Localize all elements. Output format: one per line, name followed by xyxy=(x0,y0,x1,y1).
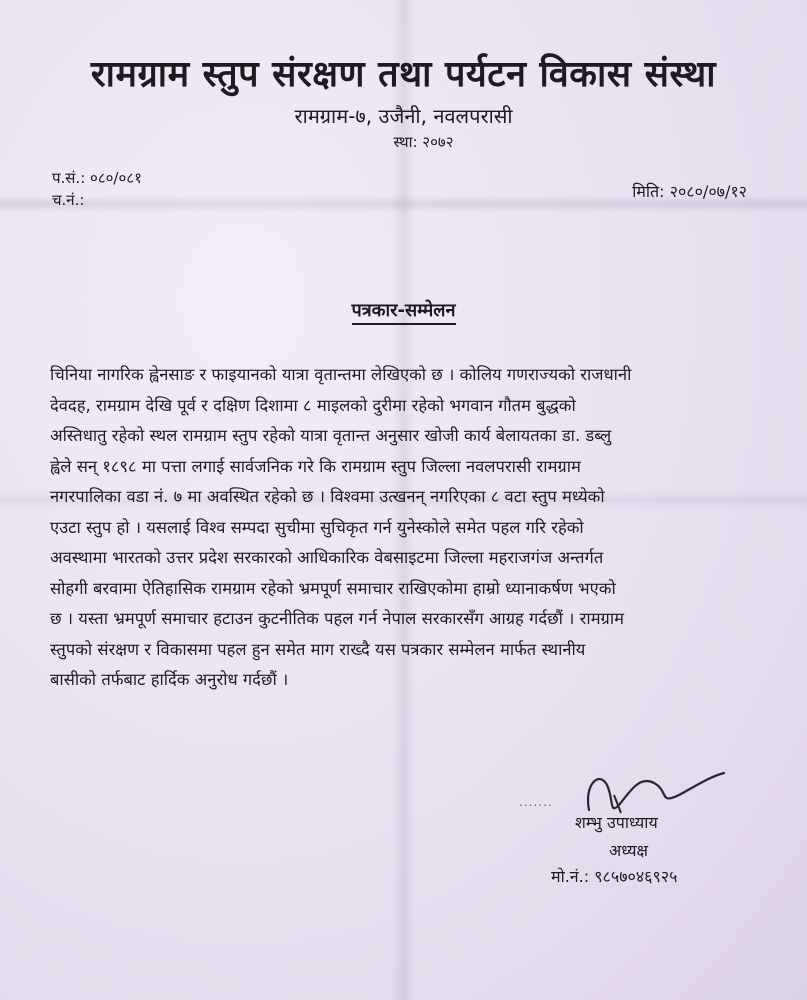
body-line: नगरपालिका वडा नं. ७ मा अवस्थित रहेको छ । विश्वमा उत्खनन् नगरिएका ८ वटा स्तुप मध्येको xyxy=(50,487,605,506)
body-line: बासीको तर्फबाट हार्दिक अनुरोध गर्दछौं । xyxy=(50,670,289,689)
signatory-title: अध्यक्ष xyxy=(609,841,648,860)
body-line: अवस्थामा भारतको उत्तर प्रदेश सरकारको आधिकारिक वेबसाइटमा जिल्ला महराजगंज अन्तर्गत xyxy=(50,548,604,567)
signature-block xyxy=(519,765,759,905)
established-year: स्था: २०७२ xyxy=(393,133,454,151)
signatory-name: शम्भु उपाध्याय xyxy=(575,813,658,832)
letter-subject xyxy=(0,298,807,322)
organization-address: रामग्राम-७, उजैनी, नवलपरासी xyxy=(294,104,513,128)
subject-text: पत्रकार-सम्मेलन xyxy=(352,300,456,325)
body-line: छ । यस्ता भ्रमपूर्ण समाचार हटाउन कुटनीतिक पहल गर्न नेपाल सरकारसँग आग्रह गर्दछौं । रामग्राम xyxy=(50,609,625,628)
body-line: देवदह, रामग्राम देखि पूर्व र दक्षिण दिशामा ८ माइलको दुरीमा रहेको भगवान गौतम बुद्धको xyxy=(50,395,576,415)
signatory-mobile: मो.नं.: ९८५७०४६९२५ xyxy=(551,867,678,886)
body-line: सोहगी बरवामा ऐतिहासिक रामग्राम रहेको भ्रमपूर्ण समाचार राखिएकोमा हाम्रो ध्यानाकर्षण भएको xyxy=(50,578,616,598)
body-line: अस्तिधातु रहेको स्थल रामग्राम स्तुप रहेको यात्रा वृतान्त अनुसार खोजी कार्य बेलायतका डा. डब्लु xyxy=(50,426,612,445)
body-line: एउटा स्तुप हो । यसलाई विश्व सम्पदा सुचीमा सुचिकृत गर्न युनेस्कोले समेत पहल गरि रहेको xyxy=(50,517,584,537)
reference-number: प.सं.: ०८०/०८१ xyxy=(52,169,142,187)
body-line: ह्वेले सन् १८९८ मा पत्ता लगाई सार्वजनिक गरे कि रामग्राम स्तुप जिल्ला नवलपरासी रामग्राम xyxy=(50,456,581,476)
dispatch-number: च.नं.: xyxy=(52,191,85,209)
letter-body xyxy=(50,360,770,696)
body-line: चिनिया नागरिक ह्वेनसाङ र फाइयानको यात्रा वृतान्तमा लेखिएको छ । कोलिय गणराज्यको राजधानी xyxy=(50,365,632,384)
signature-dotted-line: ....... xyxy=(519,795,553,809)
body-line: स्तुपको संरक्षण र विकासमा पहल हुन समेत माग राख्दै यस पत्रकार सम्मेलन मार्फत स्थानीय xyxy=(50,639,586,659)
organization-name: रामग्राम स्तुप संरक्षण तथा पर्यटन विकास संस्था xyxy=(90,54,717,95)
letter-date: मिति: २०८०/०७/१२ xyxy=(632,182,747,201)
